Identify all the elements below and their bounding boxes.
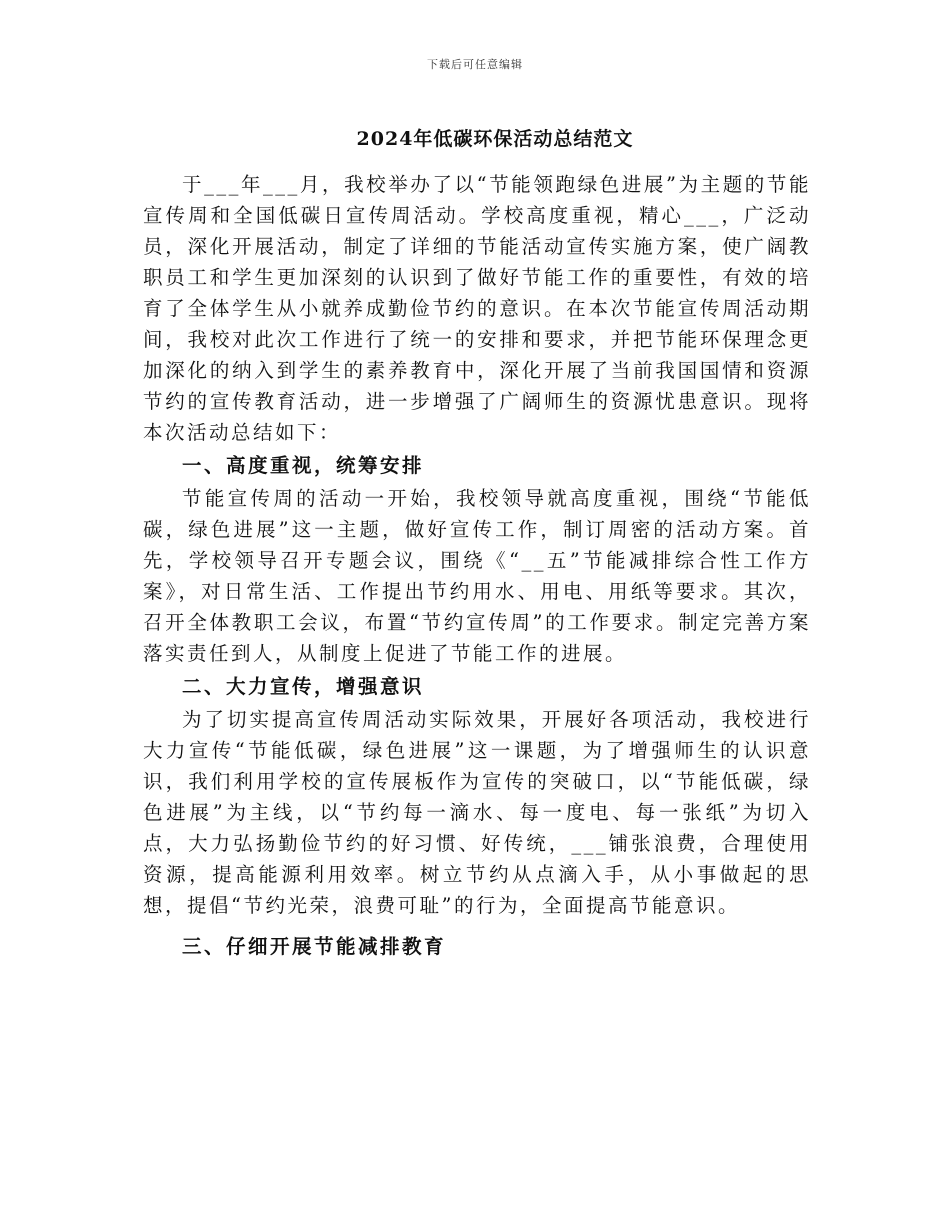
header-note: 下载后可任意编辑 [427,58,523,71]
section-2-paragraph: 为了切实提高宣传周活动实际效果，开展好各项活动，我校进行大力宣传“节能低碳，绿色进展”这一课题，为了增强师生的认识意识，我们利用学校的宣传展板作为宣传的突破口，以“节能低碳，绿色进展”为主线，以“节约每一滴水、每一度电、每一张纸”为切入点，大力弘扬勤俭节约的好习惯、好传统，___铺张浪费，合理使用资源，提高能源利用效率。树立节约从点滴入手，从小事做起的思想，提倡“节约光荣，浪费可耻”的行为，全面提高节能意识。 [143,708,811,917]
section-2-heading: 二、大力宣传，增强意识 [182,675,425,698]
section-1-heading: 一、高度重视，统筹安排 [182,454,425,477]
intro-paragraph: 于___年___月，我校举办了以“节能领跑绿色进展”为主题的节能宣传周和全国低碳日宣传周活动。学校高度重视，精心___，广泛动员，深化开展活动，制定了详细的节能活动宣传实施方案，使广阔教职员工和学生更加深刻的认识到了做好节能工作的重要性，有效的培育了全体学生从小就养成勤俭节约的意识。在本次节能宣传周活动期间，我校对此次工作进行了统一的安排和要求，并把节能环保理念更加深化的纳入到学生的素养教育中，深化开展了当前我国国情和资源节约的宣传教育活动，进一步增强了广阔师生的资源忧患意识。现将本次活动总结如下： [143,173,811,444]
section-1-paragraph: 节能宣传周的活动一开始，我校领导就高度重视，围绕“节能低碳，绿色进展”这一主题，做好宣传工作，制订周密的活动方案。首先，学校领导召开专题会议，围绕《“__五”节能减排综合性工作方案》，对日常生活、工作提出节约用水、用电、用纸等要求。其次，召开全体教职工会议，布置“节约宣传周”的工作要求。制定完善方案落实责任到人，从制度上促进了节能工作的进展。 [143,487,811,665]
section-3-heading: 三、仔细开展节能减排教育 [182,935,447,958]
document-body [143,169,811,964]
document-title: 2024年低碳环保活动总结范文 [356,128,634,150]
